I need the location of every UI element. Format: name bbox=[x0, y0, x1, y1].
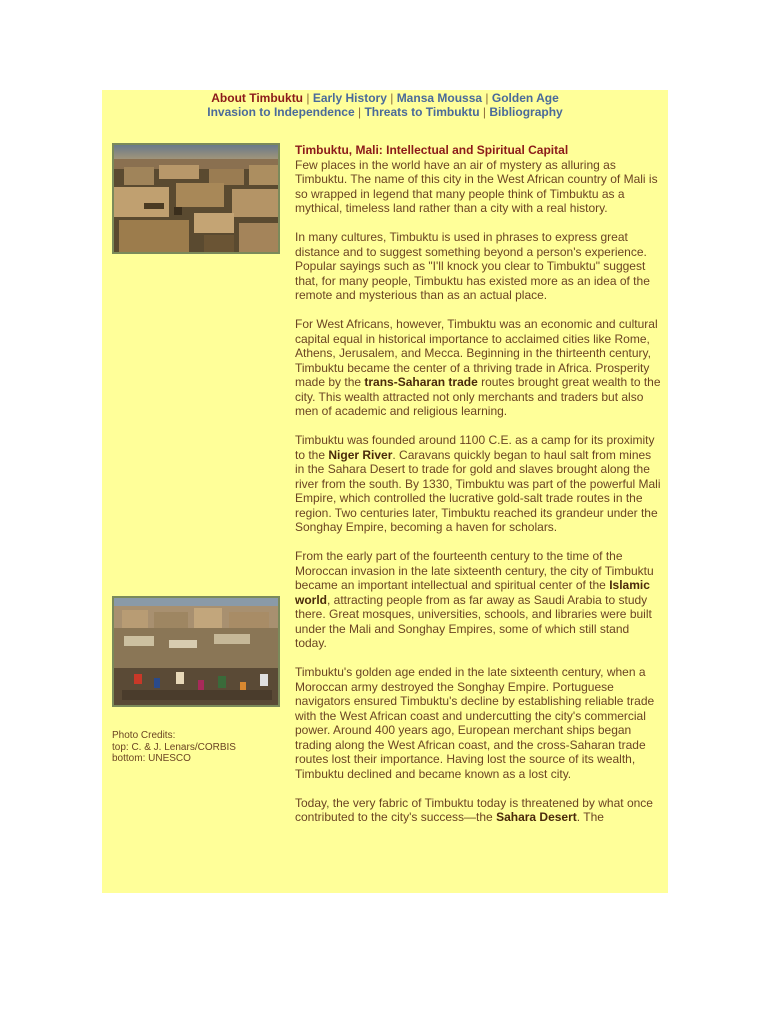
nav-link-early-history[interactable]: Early History bbox=[312, 91, 387, 105]
article-body bbox=[295, 143, 661, 839]
paragraph-3 bbox=[295, 317, 661, 419]
nav-separator: | bbox=[306, 91, 310, 105]
paragraph-2: In many cultures, Timbuktu is used in phrases to express great distance and to suggest something beyond a person's experience. Popular sayings such as "I'll knock you clear to Timbuktu" suggest that, for many people, Timbuktu has existed more as an idea of the remote and mysterious than as an actual place. bbox=[295, 230, 650, 302]
nav-separator: | bbox=[482, 105, 487, 119]
photo-credit-top: top: C. & J. Lenars/CORBIS bbox=[112, 741, 236, 753]
nav-link-invasion-to-independence[interactable]: Invasion to Independence bbox=[207, 105, 355, 119]
nav-link-about-timbuktu[interactable]: About Timbuktu bbox=[211, 91, 304, 105]
paragraph-text: routes brought great wealth to the city. This wealth attracted not only merchants and traders but also men of academic and religious learning. bbox=[295, 375, 661, 418]
paragraph-text: Timbuktu was founded around 1100 C.E. as a camp for its proximity to the bbox=[295, 433, 655, 462]
nav-link-golden-age[interactable]: Golden Age bbox=[491, 91, 559, 105]
timbuktu-market-photo bbox=[112, 596, 280, 707]
content-panel bbox=[102, 90, 668, 893]
paragraph-1: Few places in the world have an air of mystery as alluring as Timbuktu. The name of this city in the West African country of Mali is so wrapped in legend that many people think of Timbuktu as a mythical, timeless land rather than a city with a real history. bbox=[295, 157, 658, 215]
keyword-sahara-desert: Sahara Desert bbox=[496, 810, 577, 824]
photo-credits-heading: Photo Credits: bbox=[112, 730, 176, 741]
keyword-trans-saharan-trade: trans-Saharan trade bbox=[364, 375, 478, 389]
paragraph-4 bbox=[295, 433, 661, 535]
keyword-niger-river: Niger River bbox=[328, 447, 393, 462]
nav-link-mansa-moussa[interactable]: Mansa Moussa bbox=[396, 91, 483, 105]
nav-link-threats-to-timbuktu[interactable]: Threats to Timbuktu bbox=[364, 105, 480, 119]
nav-separator: | bbox=[390, 91, 394, 105]
paragraph-text: . Caravans quickly began to haul salt from mines in the Sahara Desert to trade for gold and slaves brought along the river from the south. By 1330, Timbuktu was part of the powerful Mali Empire, which controlled the lucrative gold-salt trade routes in the region. Two centuries later, Timbuktu reached its grandeur under the Songhay Empire, becoming a haven for scholars. bbox=[295, 447, 661, 534]
paragraph-text: , attracting people from as far away as Saudi Arabia to study there. Great mosques, universities, schools, and libraries were built under the Mali and Songhay Empires, some of which still stand today. bbox=[295, 592, 652, 650]
nav-row-2 bbox=[102, 105, 668, 119]
photo-credit-bottom: bottom: UNESCO bbox=[112, 753, 191, 764]
keyword-islamic-world: Islamic world bbox=[295, 578, 650, 607]
paragraph-text: From the early part of the fourteenth century to the time of the Moroccan invasion in the late sixteenth century, the city of Timbuktu became an important intellectual and spiritual center of the bbox=[295, 549, 654, 592]
paragraph-7 bbox=[295, 796, 661, 825]
nav-separator: | bbox=[485, 91, 489, 105]
paragraph-6: Timbuktu's golden age ended in the late sixteenth century, when a Moroccan army destroyed the Songhay Empire. Portuguese navigators ensured Timbuktu's decline by establishing reliable trade with the West African coast and undercutting the city's commercial power. Around 400 years ago, European merchant ships began trading along the West African coast, and the cross-Saharan trade routes lost their importance. Having lost the source of its wealth, Timbuktu declined and became known as a lost city. bbox=[295, 665, 655, 781]
timbuktu-rooftops-photo bbox=[112, 143, 280, 254]
photo-credits bbox=[112, 730, 236, 765]
paragraph-5 bbox=[295, 549, 661, 651]
nav-row-1 bbox=[102, 91, 668, 105]
paragraph-text: . The bbox=[576, 810, 604, 824]
paragraph-text: Today, the very fabric of Timbuktu today is threatened by what once contributed to the city's success—the bbox=[295, 795, 653, 824]
paragraph-text: For West Africans, however, Timbuktu was an economic and cultural capital equal in historical importance to acclaimed cities like Rome, Athens, Jerusalem, and Mecca. Beginning in the thirteenth century, Timbuktu became the center of a thriving trade in Africa. Prosperity made by the bbox=[295, 317, 658, 389]
site-navigation bbox=[102, 91, 668, 119]
nav-separator: | bbox=[357, 105, 362, 119]
article-title: Timbuktu, Mali: Intellectual and Spiritual Capital bbox=[295, 143, 569, 157]
nav-link-bibliography[interactable]: Bibliography bbox=[489, 105, 563, 119]
